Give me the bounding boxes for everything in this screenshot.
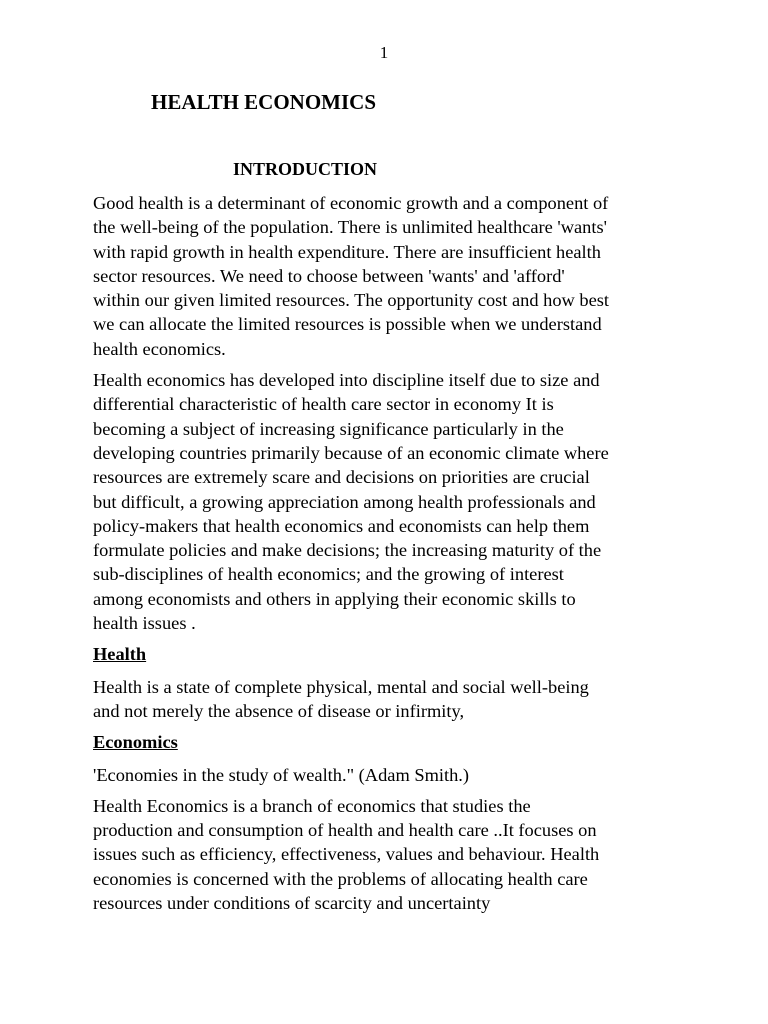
text-line: Health is a state of complete physical, mental and social well-being <box>93 676 589 697</box>
health-economics-definition-paragraph <box>93 794 683 915</box>
text-line: developing countries primarily because of an economic climate where <box>93 442 609 463</box>
text-line: sector resources. We need to choose between 'wants' and 'afford' <box>93 265 565 286</box>
text-line: 'Economies in the study of wealth." (Adam Smith.) <box>93 764 470 785</box>
text-line: economies is concerned with the problems of allocating health care <box>93 868 588 889</box>
text-line: and not merely the absence of disease or infirmity, <box>93 700 465 721</box>
text-line: the well-being of the population. There is unlimited healthcare 'wants' <box>93 217 607 238</box>
health-heading: Health <box>93 644 147 665</box>
text-line: among economists and others in applying their economic skills to <box>93 588 576 609</box>
text-line: formulate policies and make decisions; the increasing maturity of the <box>93 540 602 561</box>
text-line: Health economics has developed into discipline itself due to size and <box>93 370 600 391</box>
intro-paragraph-2 <box>93 368 683 635</box>
document-title: HEALTH ECONOMICS <box>151 90 377 114</box>
text-line: we can allocate the limited resources is possible when we understand <box>93 314 602 335</box>
text-line: production and consumption of health and health care ..It focuses on <box>93 820 597 841</box>
text-line: resources are extremely scare and decisions on priorities are crucial <box>93 467 590 488</box>
page-number: 1 <box>379 43 389 62</box>
text-line: Good health is a determinant of economic growth and a component of <box>93 193 609 213</box>
adam-smith-quote <box>93 763 683 787</box>
text-line: with rapid growth in health expenditure. There are insufficient health <box>93 241 601 262</box>
document-body <box>93 191 683 922</box>
text-line: issues such as efficiency, effectiveness, values and behaviour. Health <box>93 844 600 865</box>
text-line: resources under conditions of scarcity and uncertainty <box>93 893 491 914</box>
economics-heading: Economics <box>93 732 178 753</box>
introduction-heading: INTRODUCTION <box>233 159 378 179</box>
text-line: within our given limited resources. The opportunity cost and how best <box>93 290 610 311</box>
text-line: sub-disciplines of health economics; and the growing of interest <box>93 564 564 585</box>
health-definition-paragraph <box>93 675 683 724</box>
intro-paragraph-1 <box>93 191 683 361</box>
text-line: becoming a subject of increasing significance particularly in the <box>93 418 564 439</box>
text-line: but difficult, a growing appreciation among health professionals and <box>93 491 596 512</box>
text-line: Health Economics is a branch of economics that studies the <box>93 795 531 816</box>
text-line: health economics. <box>93 338 226 359</box>
text-line: differential characteristic of health care sector in economy It is <box>93 394 554 415</box>
text-line: policy-makers that health economics and economists can help them <box>93 515 590 536</box>
text-line: health issues . <box>93 613 196 634</box>
